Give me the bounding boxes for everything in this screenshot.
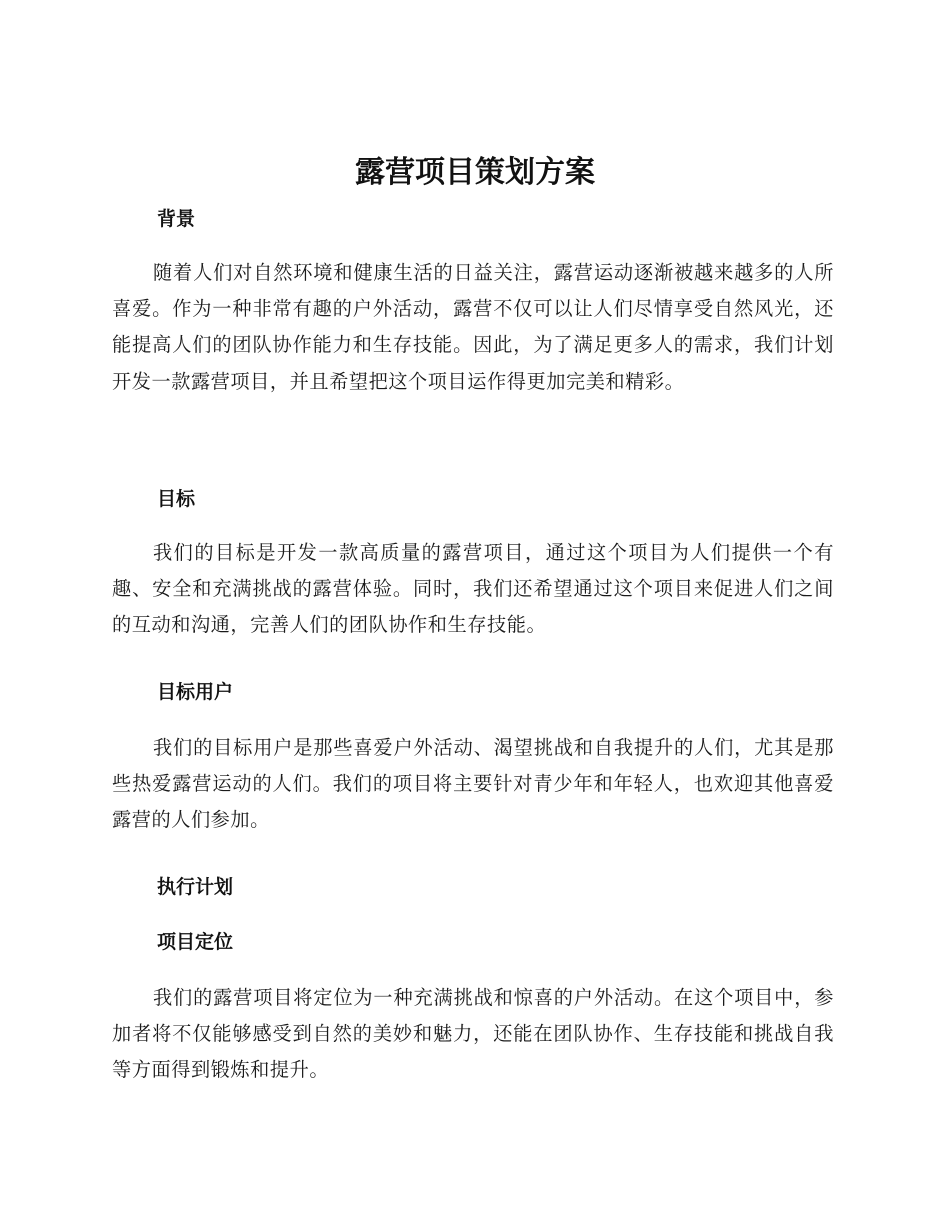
section-body-goal: 我们的目标是开发一款高质量的露营项目，通过这个项目为人们提供一个有趣、安全和充满挑战的露营体验。同时，我们还希望通过这个项目来促进人们之间的互动和沟通，完善人们的团队协作和生存技能。: [112, 541, 834, 637]
section-heading-background: 背景: [157, 208, 196, 230]
section-heading-goal: 目标: [157, 488, 196, 510]
section-body-background: 随着人们对自然环境和健康生活的日益关注，露营运动逐渐被越来越多的人所喜爱。作为一种非常有趣的户外活动，露营不仅可以让人们尽情享受自然风光，还能提高人们的团队协作能力和生存技能。因此，为了满足更多人的需求，我们计划开发一款露营项目，并且希望把这个项目运作得更加完美和精彩。: [112, 261, 834, 393]
document-title: 露营项目策划方案: [355, 155, 595, 190]
section-heading-execution-plan: 执行计划: [157, 876, 234, 898]
section-body-target-users: 我们的目标用户是那些喜爱户外活动、渴望挑战和自我提升的人们，尤其是那些热爱露营运动的人们。我们的项目将主要针对青少年和年轻人，也欢迎其他喜爱露营的人们参加。: [112, 736, 834, 832]
section-heading-target-users: 目标用户: [157, 681, 234, 703]
section-body-positioning: 我们的露营项目将定位为一种充满挑战和惊喜的户外活动。在这个项目中，参加者将不仅能够感受到自然的美妙和魅力，还能在团队协作、生存技能和挑战自我等方面得到锻炼和提升。: [112, 986, 834, 1082]
section-heading-positioning: 项目定位: [157, 931, 234, 953]
